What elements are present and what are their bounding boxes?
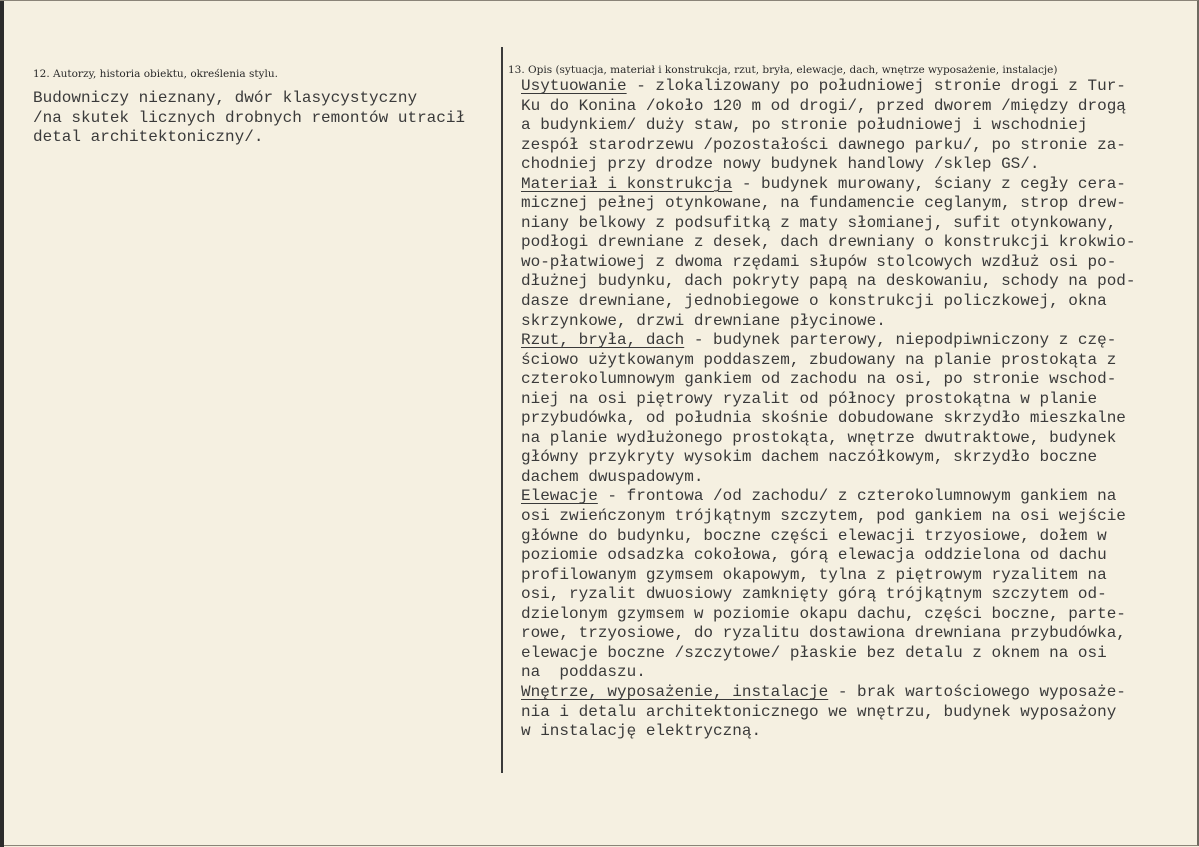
- text-line: dachem dwuspadowym.: [521, 467, 704, 486]
- section-12-header: 12. Autorzy, historia obiektu, określenia stylu.: [33, 68, 278, 80]
- text-line: chodniej przy drodze nowy budynek handlowy /sklep GS/.: [521, 155, 1040, 174]
- text-line: - budynek murowany, ściany z cegły cera-: [732, 174, 1126, 193]
- text-line: rowe, trzyosiowe, do ryzalitu dostawiona drewniana przybudówka,: [521, 624, 1126, 643]
- text-line: poziomie odsadzka cokołowa, górą elewacja oddzielona od dachu: [521, 546, 1107, 565]
- text-line: na poddaszu.: [521, 663, 646, 682]
- text-line: Ku do Konina /około 120 m od drogi/, przed dworem /między drogą: [521, 96, 1126, 115]
- text-line: niej na osi piętrowy ryzalit od północy prostokątna w planie: [521, 389, 1098, 408]
- text-line: - zlokalizowany po południowej stronie drogi z Tur-: [626, 77, 1126, 95]
- text-line: wo-płatwiowej z dwoma rzędami słupów stolcowych wzdłuż osi po-: [521, 252, 1117, 271]
- text-line: podłogi drewniane z desek, dach drewniany o konstrukcji krokwio-: [521, 233, 1136, 252]
- heading-material: Materiał i konstrukcja: [521, 174, 733, 193]
- text-line: dłużnej budynku, dach pokryty papą na deskowaniu, schody na pod-: [521, 272, 1136, 291]
- text-line: na planie wydłużonego prostokąta, wnętrze dwutraktowe, budynek: [521, 428, 1117, 447]
- heading-usytuowanie: Usytuowanie: [521, 77, 627, 95]
- text-line: niany belkowy z podsufitką z maty słomianej, sufit otynkowany,: [521, 213, 1117, 232]
- text-line: przybudówka, od południa skośnie dobudowane skrzydło mieszkalne: [521, 409, 1126, 428]
- text-line: w instalację elektryczną.: [521, 722, 762, 741]
- text-line: nia i detalu architektonicznego we wnętrzu, budynek wyposażony: [521, 702, 1117, 721]
- scan-edge: [0, 1, 4, 847]
- section-13-header: 13. Opis (sytuacja, materiał i konstrukcja, rzut, bryła, elewacje, dach, wnętrze wyposażenie, instalacje): [508, 64, 1058, 76]
- text-line: dasze drewniane, jednobiegowe o konstrukcji policzkowej, okna: [521, 292, 1107, 311]
- text-line: ściowo użytkowanym poddaszem, zbudowany na planie prostokąta z: [521, 350, 1117, 369]
- text-line: osi, ryzalit dwuosiowy zamknięty górą trójkątnym szczytem od-: [521, 585, 1107, 604]
- section-13-text: [521, 77, 1136, 742]
- s12-line: detal architektoniczny/.: [33, 128, 264, 146]
- text-line: - budynek parterowy, niepodpiwniczony z czę-: [684, 331, 1117, 350]
- text-line: - brak wartościowego wyposaże-: [828, 682, 1126, 701]
- text-line: dzielonym gzymsem w poziomie okapu dachu, części boczne, parte-: [521, 604, 1126, 623]
- s12-line: Budowniczy nieznany, dwór klasycystyczny: [33, 89, 418, 107]
- column-divider: [501, 47, 503, 773]
- text-line: a budynkiem/ duży staw, po stronie południowej i wschodniej: [521, 116, 1088, 135]
- heading-wnetrze: Wnętrze, wyposażenie, instalacje: [521, 682, 829, 701]
- heading-rzut: Rzut, bryła, dach: [521, 331, 685, 350]
- text-line: główny przykryty wysokim dachem naczółkowym, skrzydło boczne: [521, 448, 1098, 467]
- text-line: profilowanym gzymsem okapowym, tylna z piętrowym ryzalitem na: [521, 565, 1107, 584]
- text-line: elewacje boczne /szczytowe/ płaskie bez detalu z oknem na osi: [521, 643, 1107, 662]
- heading-elewacje: Elewacje: [521, 487, 598, 506]
- text-line: - frontowa /od zachodu/ z czterokolumnowym gankiem na: [597, 487, 1117, 506]
- section-12-text: [33, 89, 465, 148]
- text-line: czterokolumnowym gankiem od zachodu na osi, po stronie wschod-: [521, 370, 1117, 389]
- text-line: skrzynkowe, drzwi drewniane płycinowe.: [521, 311, 886, 330]
- text-line: micznej pełnej otynkowane, na fundamencie ceglanym, strop drew-: [521, 194, 1126, 213]
- s12-line: /na skutek licznych drobnych remontów utracił: [33, 108, 466, 127]
- text-line: osi zwieńczonym trójkątnym szczytem, pod gankiem na osi wejście: [521, 507, 1126, 526]
- text-line: główne do budynku, boczne części elewacji trzyosiowe, dołem w: [521, 526, 1107, 545]
- text-line: zespół starodrzewu /pozostałości dawnego parku/, po stronie za-: [521, 135, 1126, 154]
